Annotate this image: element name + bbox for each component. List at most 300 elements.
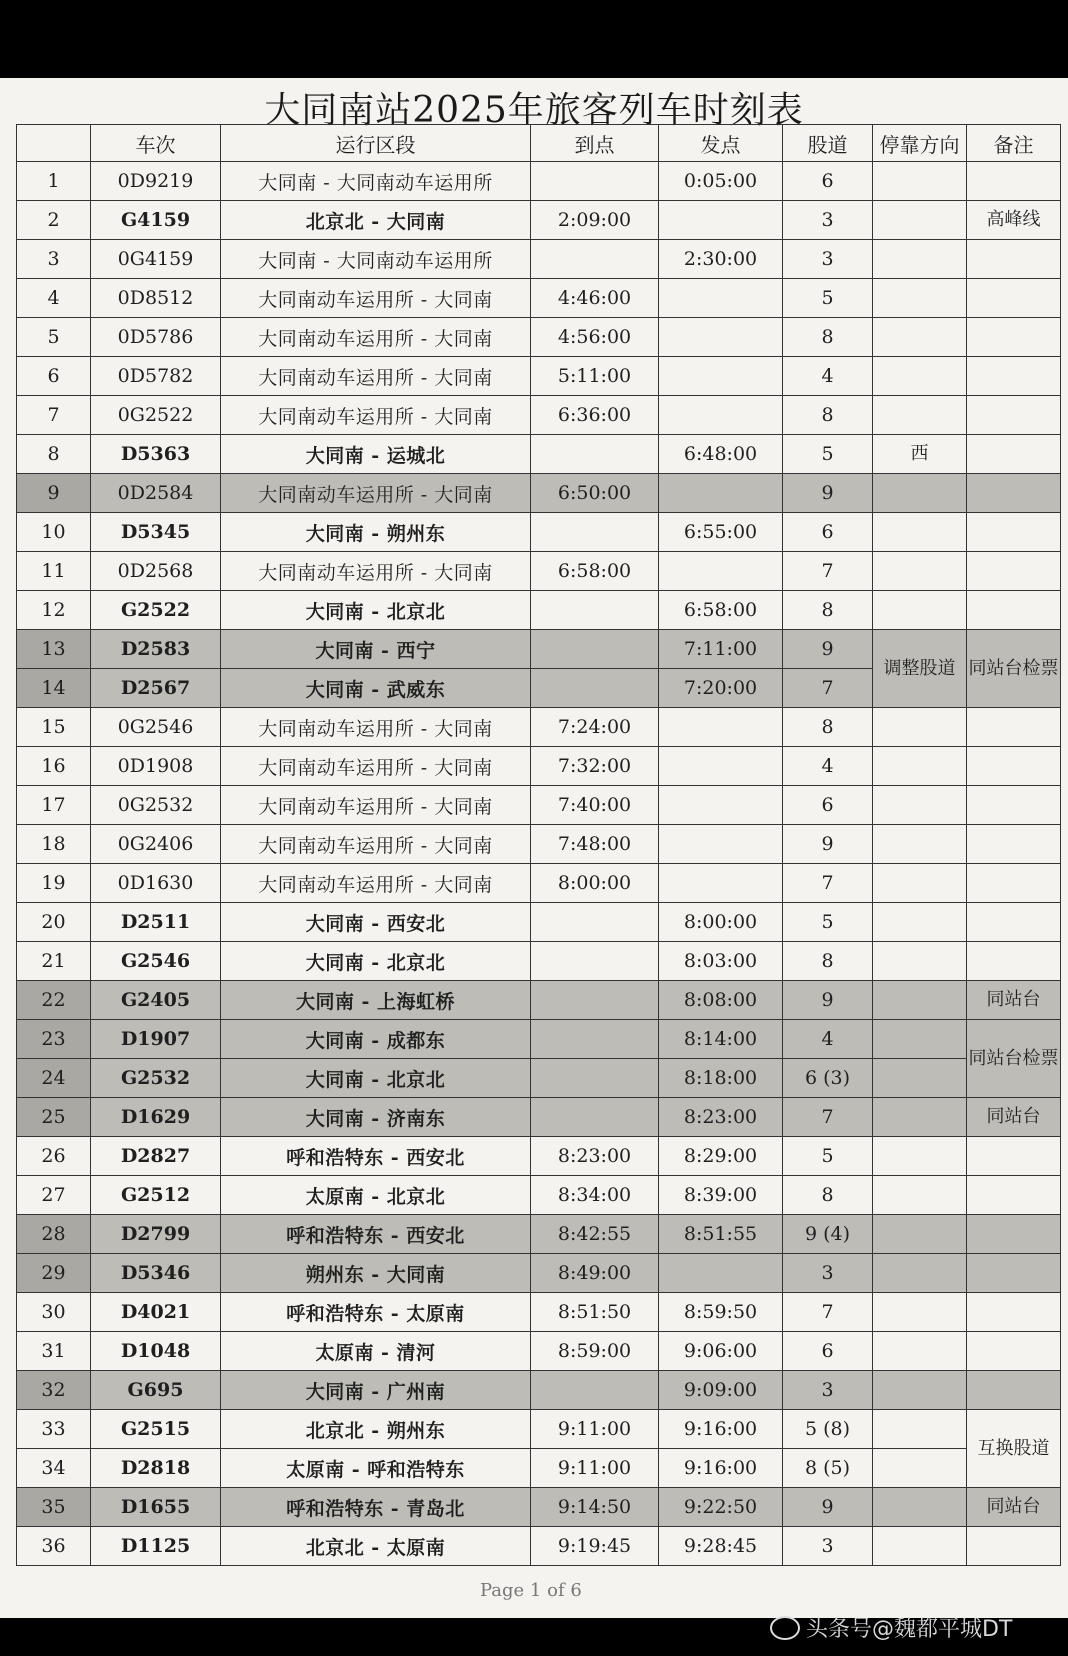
cell-departure: 8:18:00 [659,1059,783,1098]
cell-direction [873,1059,967,1098]
cell-route: 太原南 - 清河 [221,1332,531,1371]
cell-route: 大同南动车运用所 - 大同南 [221,708,531,747]
cell-departure: 9:28:45 [659,1527,783,1566]
table-row [17,240,1061,279]
watermark [770,1612,1012,1643]
table-row [17,630,1061,669]
header-train: 车次 [91,125,221,162]
cell-note [967,825,1061,864]
cell-departure: 8:03:00 [659,942,783,981]
table-row [17,1371,1061,1410]
cell-arrival: 8:00:00 [531,864,659,903]
cell-departure: 9:06:00 [659,1332,783,1371]
table-row [17,201,1061,240]
cell-no: 11 [17,552,91,591]
cell-arrival: 7:48:00 [531,825,659,864]
cell-arrival: 9:14:50 [531,1488,659,1527]
table-row [17,1137,1061,1176]
cell-note: 高峰线 [967,201,1061,240]
cell-track: 6 [783,513,873,552]
cell-arrival: 8:23:00 [531,1137,659,1176]
cell-train: G2515 [91,1410,221,1449]
cell-track: 8 [783,708,873,747]
cell-note: 同站台检票 [967,1020,1061,1098]
cell-note [967,318,1061,357]
cell-note: 互换股道 [967,1410,1061,1488]
cell-note [967,396,1061,435]
cell-departure: 6:48:00 [659,435,783,474]
cell-route: 大同南 - 广州南 [221,1371,531,1410]
cell-track: 5 [783,903,873,942]
cell-train: D5363 [91,435,221,474]
timetable-body [17,162,1061,1566]
cell-no: 1 [17,162,91,201]
cell-departure [659,552,783,591]
cell-no: 12 [17,591,91,630]
cell-direction [873,786,967,825]
cell-track: 7 [783,552,873,591]
cell-track: 8 [783,396,873,435]
cell-route: 大同南 - 大同南动车运用所 [221,240,531,279]
cell-route: 大同南 - 北京北 [221,591,531,630]
table-row [17,1176,1061,1215]
header-no [17,125,91,162]
cell-no: 19 [17,864,91,903]
table-row [17,396,1061,435]
table-row [17,747,1061,786]
cell-direction [873,357,967,396]
table-row [17,981,1061,1020]
cell-no: 31 [17,1332,91,1371]
cell-note [967,942,1061,981]
cell-no: 10 [17,513,91,552]
cell-route: 太原南 - 呼和浩特东 [221,1449,531,1488]
cell-route: 大同南 - 西安北 [221,903,531,942]
cell-direction [873,747,967,786]
cell-track: 3 [783,201,873,240]
cell-route: 大同南 - 朔州东 [221,513,531,552]
cell-track: 3 [783,1371,873,1410]
cell-train: 0G2546 [91,708,221,747]
cell-arrival [531,942,659,981]
cell-direction [873,1137,967,1176]
cell-track: 8 [783,942,873,981]
cell-direction [873,1371,967,1410]
table-row [17,1332,1061,1371]
cell-direction [873,513,967,552]
cell-arrival: 4:46:00 [531,279,659,318]
cell-train: G4159 [91,201,221,240]
table-row [17,162,1061,201]
cell-route: 大同南 - 北京北 [221,942,531,981]
cell-train: G2522 [91,591,221,630]
cell-train: 0G4159 [91,240,221,279]
table-row [17,435,1061,474]
cell-no: 2 [17,201,91,240]
cell-no: 24 [17,1059,91,1098]
cell-route: 大同南动车运用所 - 大同南 [221,864,531,903]
cell-track: 8 [783,591,873,630]
cell-no: 25 [17,1098,91,1137]
cell-departure: 9:22:50 [659,1488,783,1527]
cell-track: 9 [783,1488,873,1527]
cell-no: 7 [17,396,91,435]
cell-departure: 0:05:00 [659,162,783,201]
cell-track: 7 [783,1293,873,1332]
cell-arrival: 7:32:00 [531,747,659,786]
cell-departure: 8:29:00 [659,1137,783,1176]
cell-track: 9 [783,474,873,513]
cell-route: 大同南 - 济南东 [221,1098,531,1137]
cell-track: 5 (8) [783,1410,873,1449]
cell-departure [659,279,783,318]
cell-no: 33 [17,1410,91,1449]
cell-track: 5 [783,1137,873,1176]
cell-note [967,1254,1061,1293]
cell-direction [873,552,967,591]
cell-note [967,279,1061,318]
cell-route: 呼和浩特东 - 青岛北 [221,1488,531,1527]
table-row [17,1059,1061,1098]
header-route: 运行区段 [221,125,531,162]
cell-direction [873,864,967,903]
cell-no: 6 [17,357,91,396]
cell-train: D2567 [91,669,221,708]
cell-direction [873,1488,967,1527]
cell-track: 7 [783,1098,873,1137]
cell-track: 6 [783,786,873,825]
cell-note: 同站台 [967,1098,1061,1137]
cell-route: 呼和浩特东 - 太原南 [221,1293,531,1332]
cell-no: 20 [17,903,91,942]
cell-arrival [531,630,659,669]
cell-track: 3 [783,240,873,279]
header-arrival: 到点 [531,125,659,162]
cell-route: 大同南 - 大同南动车运用所 [221,162,531,201]
table-row [17,1449,1061,1488]
cell-arrival [531,435,659,474]
cell-note [967,474,1061,513]
cell-no: 13 [17,630,91,669]
cell-direction [873,1098,967,1137]
cell-no: 16 [17,747,91,786]
cell-no: 18 [17,825,91,864]
cell-train: D2511 [91,903,221,942]
cell-departure: 8:51:55 [659,1215,783,1254]
cell-note [967,864,1061,903]
cell-note [967,708,1061,747]
cell-train: 0D9219 [91,162,221,201]
cell-no: 29 [17,1254,91,1293]
cell-departure [659,1254,783,1293]
cell-train: G2405 [91,981,221,1020]
table-row [17,1410,1061,1449]
cell-arrival [531,669,659,708]
cell-route: 北京北 - 太原南 [221,1527,531,1566]
cell-no: 21 [17,942,91,981]
table-row [17,708,1061,747]
cell-arrival: 9:11:00 [531,1410,659,1449]
cell-train: 0D2584 [91,474,221,513]
cell-arrival: 8:49:00 [531,1254,659,1293]
cell-arrival: 6:36:00 [531,396,659,435]
cell-track: 4 [783,357,873,396]
table-row [17,864,1061,903]
cell-direction [873,1410,967,1449]
cell-direction [873,903,967,942]
cell-arrival [531,513,659,552]
cell-departure: 8:08:00 [659,981,783,1020]
table-row [17,474,1061,513]
cell-departure: 9:09:00 [659,1371,783,1410]
cell-direction [873,201,967,240]
cell-track: 6 [783,162,873,201]
cell-departure: 6:58:00 [659,591,783,630]
cell-departure: 6:55:00 [659,513,783,552]
page-number: Page 1 of 6 [480,1580,582,1601]
cell-direction [873,1020,967,1059]
cell-direction [873,1215,967,1254]
cell-note [967,1527,1061,1566]
cell-no: 9 [17,474,91,513]
cell-departure [659,864,783,903]
cell-departure: 9:16:00 [659,1410,783,1449]
header-track: 股道 [783,125,873,162]
cell-direction [873,474,967,513]
cell-arrival [531,903,659,942]
cell-route: 朔州东 - 大同南 [221,1254,531,1293]
cell-route: 大同南动车运用所 - 大同南 [221,318,531,357]
cell-departure: 8:00:00 [659,903,783,942]
cell-route: 大同南动车运用所 - 大同南 [221,279,531,318]
cell-no: 4 [17,279,91,318]
cell-track: 4 [783,1020,873,1059]
cell-note [967,786,1061,825]
cell-direction [873,162,967,201]
cell-arrival [531,1020,659,1059]
cell-track: 7 [783,669,873,708]
cell-track: 8 (5) [783,1449,873,1488]
cell-route: 大同南动车运用所 - 大同南 [221,396,531,435]
cell-route: 大同南 - 西宁 [221,630,531,669]
table-row [17,513,1061,552]
table-row [17,1098,1061,1137]
cell-direction [873,318,967,357]
cell-track: 9 (4) [783,1215,873,1254]
cell-route: 大同南动车运用所 - 大同南 [221,357,531,396]
cell-direction [873,1254,967,1293]
table-row [17,279,1061,318]
cell-arrival [531,162,659,201]
cell-note [967,1137,1061,1176]
cell-direction [873,591,967,630]
cell-route: 大同南 - 上海虹桥 [221,981,531,1020]
table-row [17,1293,1061,1332]
cell-direction [873,942,967,981]
cell-no: 34 [17,1449,91,1488]
cell-arrival [531,591,659,630]
cell-no: 5 [17,318,91,357]
cell-train: D2827 [91,1137,221,1176]
cell-train: 0G2406 [91,825,221,864]
cell-arrival: 8:59:00 [531,1332,659,1371]
cell-train: 0D2568 [91,552,221,591]
cell-train: 0D1630 [91,864,221,903]
cell-track: 8 [783,1176,873,1215]
cell-track: 6 [783,1332,873,1371]
cell-departure [659,786,783,825]
timetable [16,124,1061,1566]
cell-route: 呼和浩特东 - 西安北 [221,1215,531,1254]
cell-departure: 8:59:50 [659,1293,783,1332]
cell-note [967,1371,1061,1410]
cell-departure [659,825,783,864]
cell-departure [659,201,783,240]
cell-direction [873,1176,967,1215]
cell-route: 大同南 - 运城北 [221,435,531,474]
cell-direction [873,1332,967,1371]
cell-train: 0D8512 [91,279,221,318]
cell-note [967,513,1061,552]
table-row [17,318,1061,357]
cell-train: D5345 [91,513,221,552]
cell-departure: 2:30:00 [659,240,783,279]
cell-direction [873,825,967,864]
cell-route: 北京北 - 大同南 [221,201,531,240]
chat-icon [770,1616,800,1640]
cell-note: 同站台检票 [967,630,1061,708]
cell-no: 28 [17,1215,91,1254]
header-departure: 发点 [659,125,783,162]
table-row [17,552,1061,591]
cell-arrival: 8:34:00 [531,1176,659,1215]
table-row [17,1488,1061,1527]
cell-arrival: 4:56:00 [531,318,659,357]
cell-direction [873,396,967,435]
cell-departure [659,396,783,435]
cell-arrival [531,1059,659,1098]
cell-track: 8 [783,318,873,357]
cell-no: 27 [17,1176,91,1215]
header-row [17,125,1061,162]
cell-note [967,240,1061,279]
cell-note [967,903,1061,942]
table-row [17,942,1061,981]
cell-note [967,1332,1061,1371]
cell-track: 9 [783,825,873,864]
cell-arrival [531,1371,659,1410]
cell-track: 7 [783,864,873,903]
table-row [17,1254,1061,1293]
cell-arrival [531,240,659,279]
cell-train: D2818 [91,1449,221,1488]
cell-route: 太原南 - 北京北 [221,1176,531,1215]
cell-train: D2799 [91,1215,221,1254]
cell-arrival [531,1098,659,1137]
cell-route: 大同南 - 成都东 [221,1020,531,1059]
table-row [17,1020,1061,1059]
cell-note [967,1215,1061,1254]
cell-train: 0D5786 [91,318,221,357]
cell-arrival: 6:50:00 [531,474,659,513]
page-title: 大同南站2025年旅客列车时刻表 [264,90,804,131]
cell-train: G2546 [91,942,221,981]
cell-track: 9 [783,981,873,1020]
cell-departure: 8:23:00 [659,1098,783,1137]
cell-direction [873,279,967,318]
cell-no: 14 [17,669,91,708]
cell-train: G695 [91,1371,221,1410]
cell-departure: 8:14:00 [659,1020,783,1059]
cell-train: D2583 [91,630,221,669]
header-direction: 停靠方向 [873,125,967,162]
cell-arrival: 6:58:00 [531,552,659,591]
cell-arrival: 7:24:00 [531,708,659,747]
cell-arrival: 8:42:55 [531,1215,659,1254]
cell-train: D1655 [91,1488,221,1527]
cell-departure: 7:20:00 [659,669,783,708]
cell-direction [873,240,967,279]
cell-no: 17 [17,786,91,825]
cell-no: 22 [17,981,91,1020]
cell-route: 大同南 - 北京北 [221,1059,531,1098]
cell-track: 9 [783,630,873,669]
cell-track: 5 [783,435,873,474]
cell-route: 大同南动车运用所 - 大同南 [221,474,531,513]
cell-no: 8 [17,435,91,474]
cell-no: 26 [17,1137,91,1176]
cell-note [967,357,1061,396]
cell-arrival: 9:19:45 [531,1527,659,1566]
cell-no: 32 [17,1371,91,1410]
table-row [17,786,1061,825]
cell-track: 5 [783,279,873,318]
cell-train: G2532 [91,1059,221,1098]
table-row [17,825,1061,864]
cell-note: 同站台 [967,1488,1061,1527]
cell-direction [873,1527,967,1566]
cell-note [967,1176,1061,1215]
cell-route: 呼和浩特东 - 西安北 [221,1137,531,1176]
cell-arrival: 8:51:50 [531,1293,659,1332]
cell-note [967,552,1061,591]
cell-train: D4021 [91,1293,221,1332]
cell-train: 0D5782 [91,357,221,396]
watermark-text: 头条号@魏都平城DT [806,1617,1013,1642]
cell-train: D1048 [91,1332,221,1371]
table-row [17,591,1061,630]
cell-track: 3 [783,1527,873,1566]
cell-departure [659,318,783,357]
cell-direction: 调整股道 [873,630,967,708]
cell-note [967,747,1061,786]
cell-arrival [531,981,659,1020]
cell-route: 大同南动车运用所 - 大同南 [221,747,531,786]
cell-departure [659,747,783,786]
cell-departure [659,708,783,747]
cell-no: 23 [17,1020,91,1059]
cell-departure: 8:39:00 [659,1176,783,1215]
cell-direction [873,1293,967,1332]
cell-departure: 9:16:00 [659,1449,783,1488]
cell-route: 北京北 - 朔州东 [221,1410,531,1449]
cell-no: 36 [17,1527,91,1566]
cell-train: D5346 [91,1254,221,1293]
cell-note: 同站台 [967,981,1061,1020]
cell-route: 大同南动车运用所 - 大同南 [221,786,531,825]
header-note: 备注 [967,125,1061,162]
cell-route: 大同南 - 武威东 [221,669,531,708]
